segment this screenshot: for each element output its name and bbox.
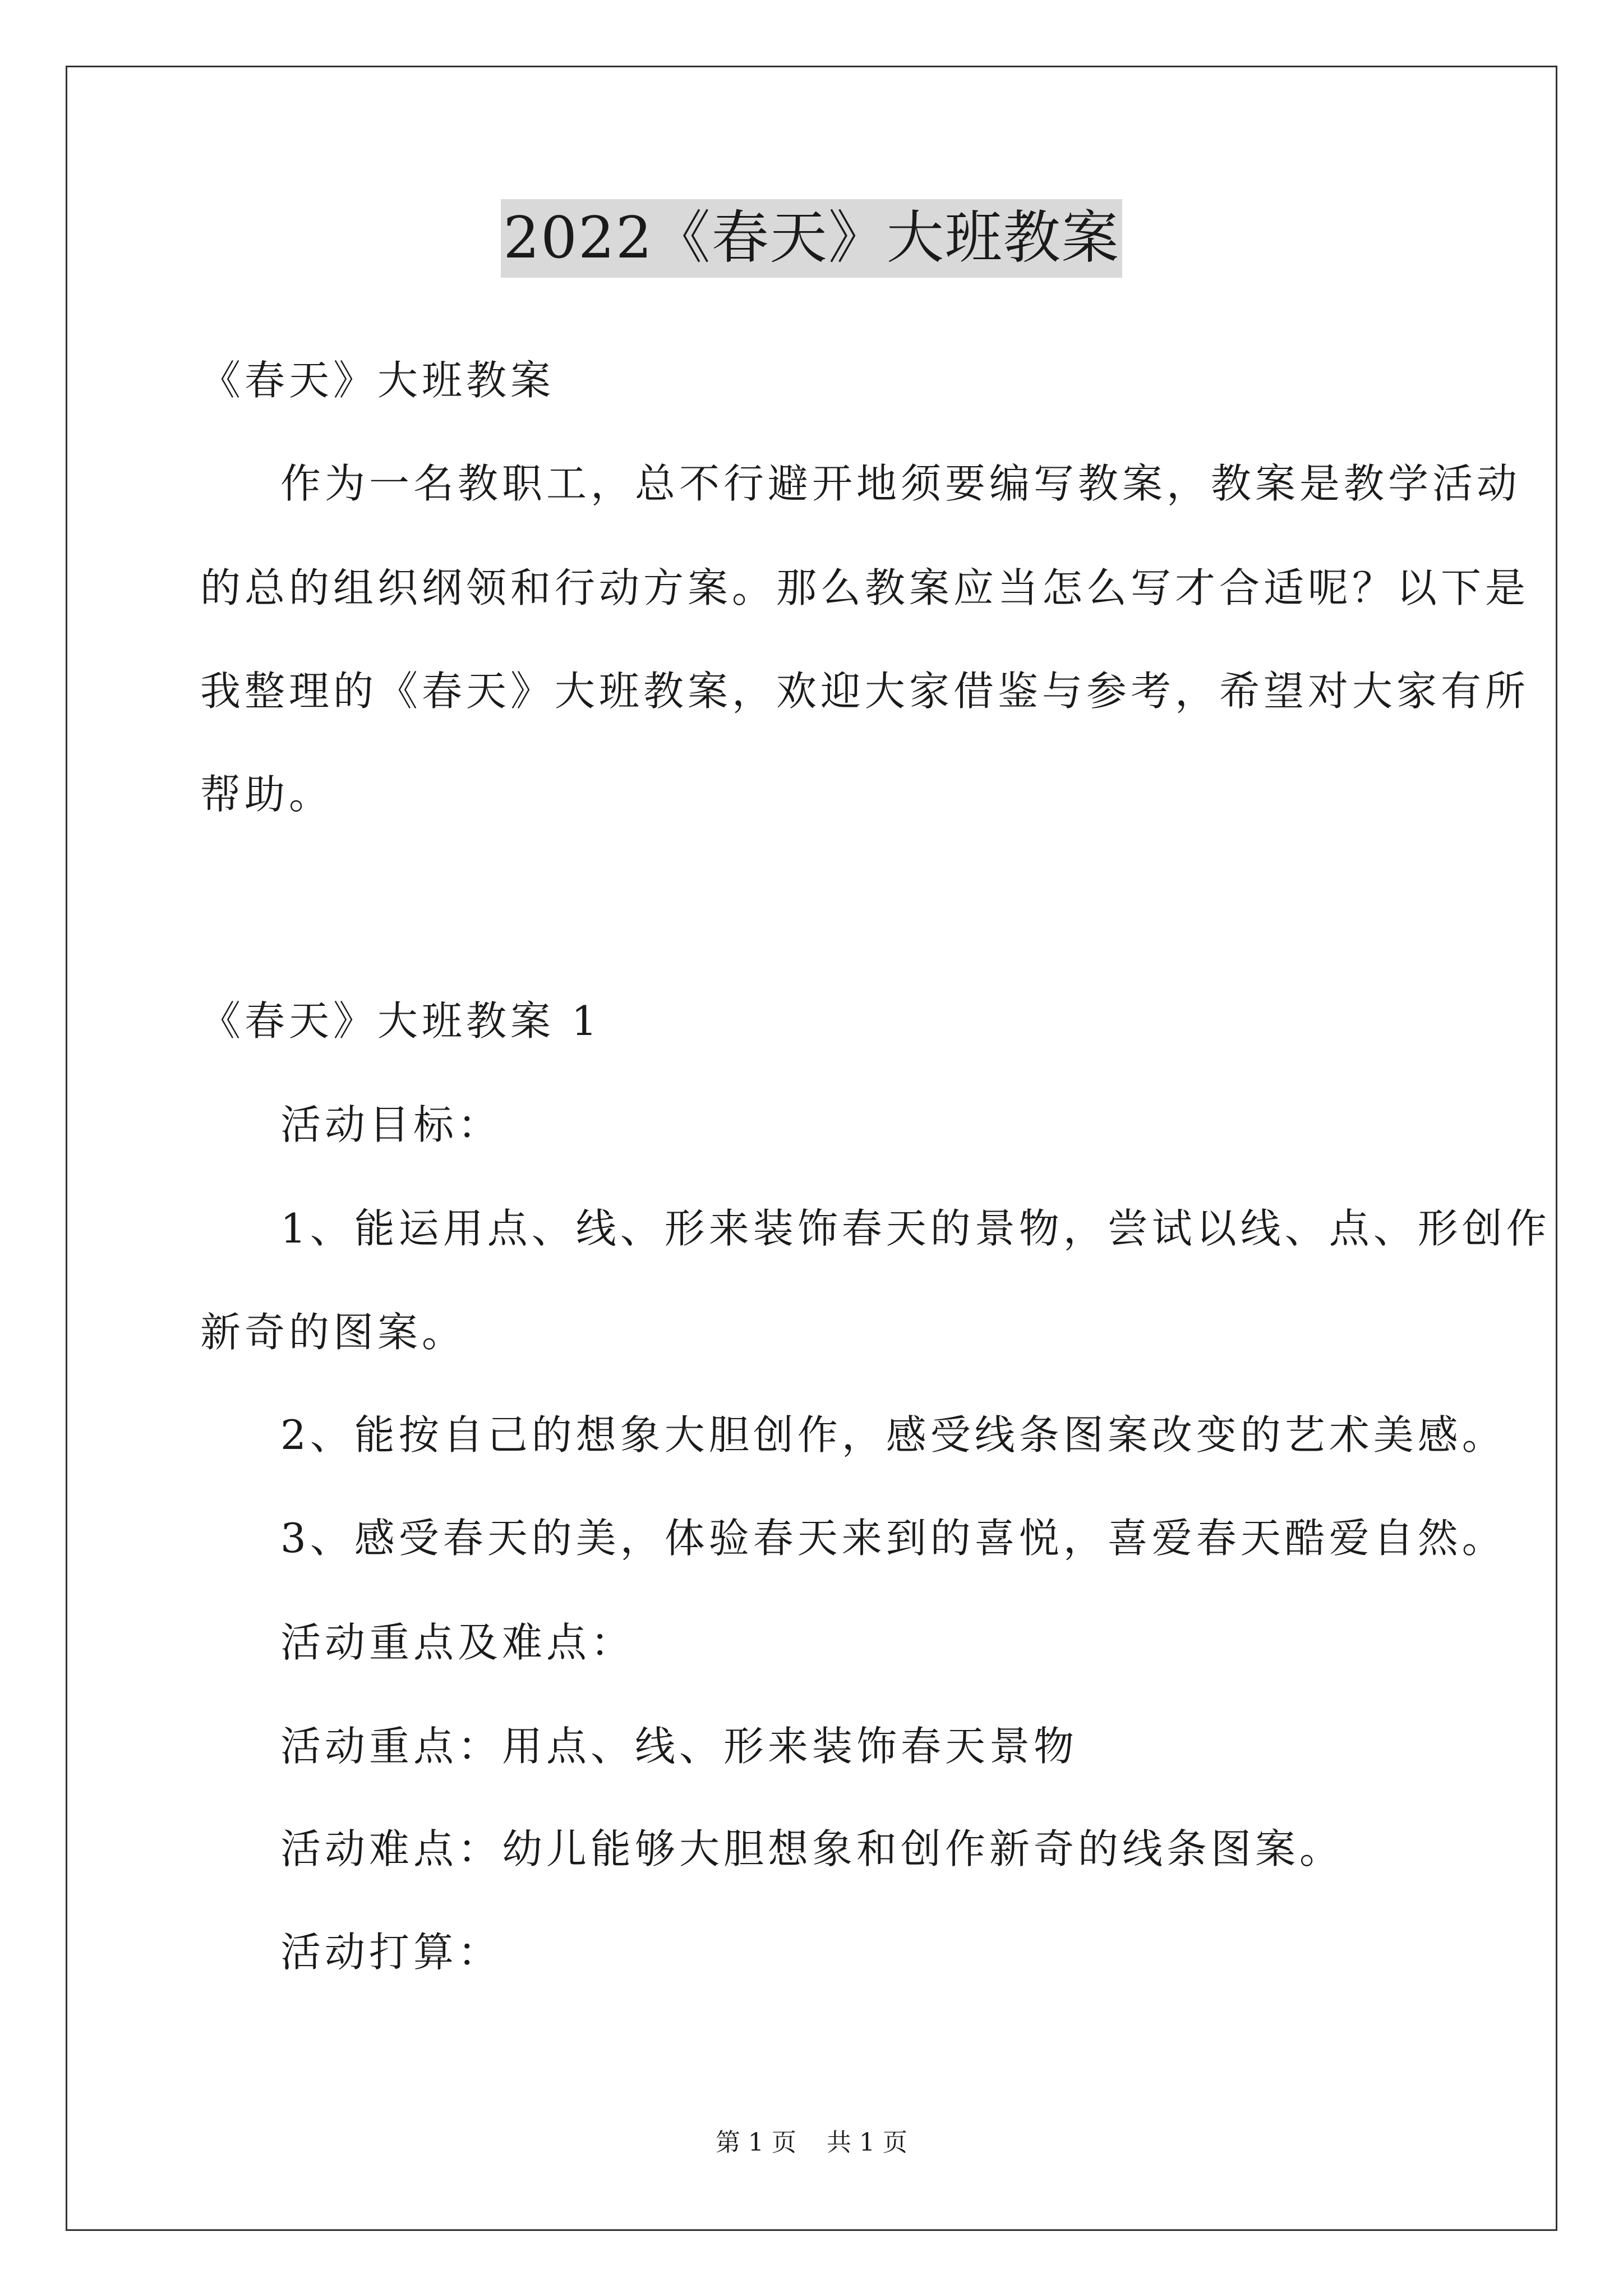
intro-line-2: 的总的组织纲领和行动方案。那么教案应当怎么写才合适呢？以下是 [200,564,1530,611]
preparation-heading: 活动打算： [280,1929,502,1976]
page-number-current: 第 1 页 [716,2128,796,2157]
goal-3: 3、感受春天的美，体验春天来到的喜悦，喜爱春天酷爱自然。 [280,1515,1506,1562]
page-footer [0,2126,1623,2160]
key-points-heading: 活动重点及难点： [280,1619,635,1666]
page-number-total: 共 1 页 [827,2128,907,2157]
document-title: 2022《春天》大班教案 [501,199,1122,278]
title-container [0,199,1623,278]
difficult-point: 活动难点：幼儿能够大胆想象和创作新奇的线条图案。 [280,1825,1344,1872]
intro-line-4: 帮助。 [200,771,334,818]
document-subtitle: 《春天》大班教案 [200,357,555,404]
intro-line-1: 作为一名教职工，总不行避开地须要编写教案，教案是教学活动 [280,460,1521,507]
key-point: 活动重点：用点、线、形来装饰春天景物 [280,1723,1078,1770]
goal-1-line-1: 1、能运用点、线、形来装饰春天的景物，尝试以线、点、形创作 [280,1205,1551,1252]
goal-1-line-2: 新奇的图案。 [200,1309,467,1356]
section-heading: 《春天》大班教案 1 [200,997,601,1045]
intro-line-3: 我整理的《春天》大班教案，欢迎大家借鉴与参考，希望对大家有所 [200,668,1530,715]
goal-2: 2、能按自己的想象大胆创作，感受线条图案改变的艺术美感。 [280,1411,1506,1458]
goals-heading: 活动目标： [280,1101,502,1148]
